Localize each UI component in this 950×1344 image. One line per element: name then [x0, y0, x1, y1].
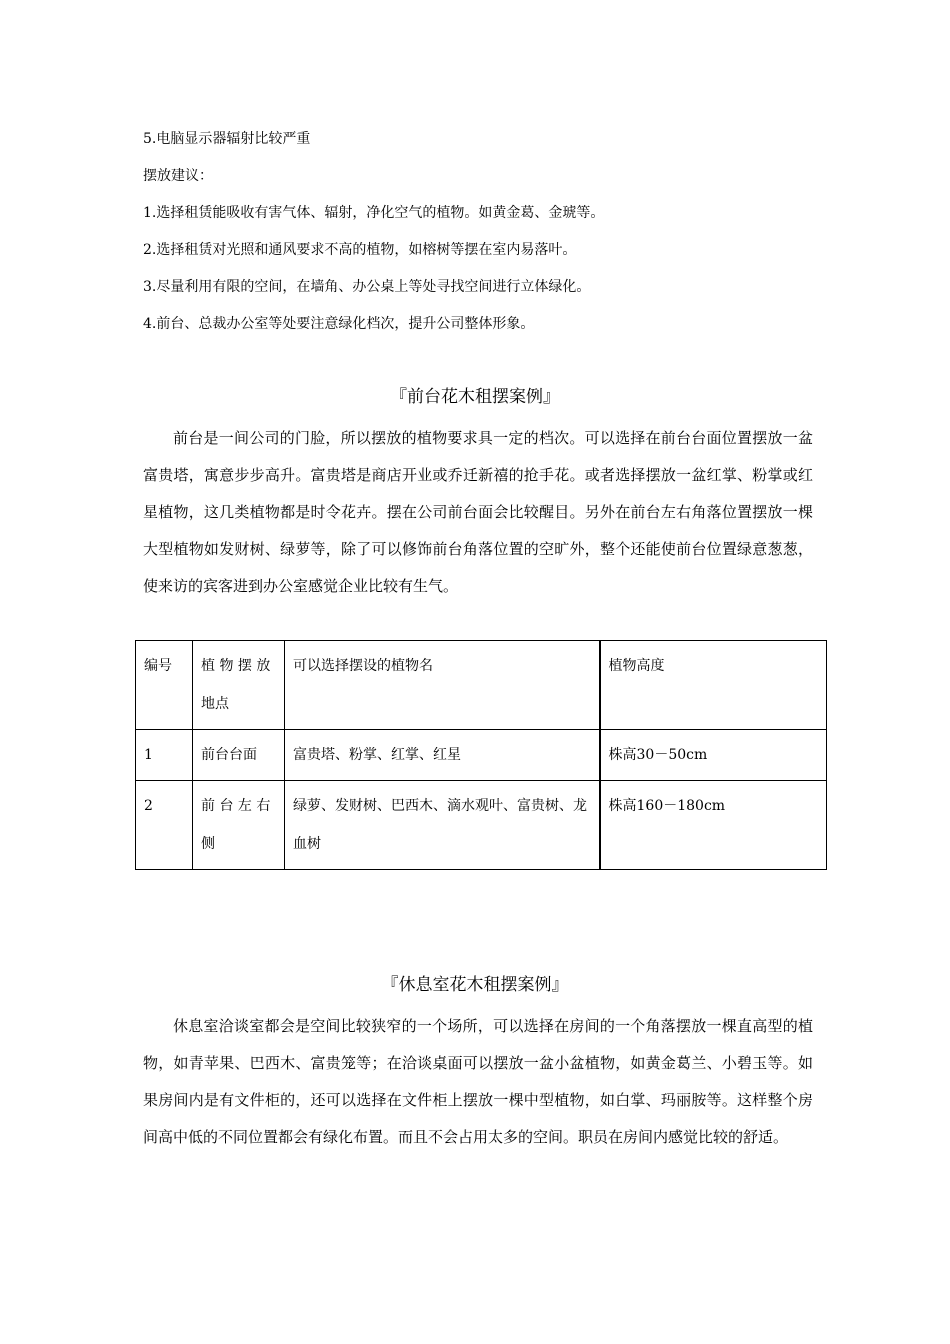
table-cell: 可以选择摆设的植物名 [285, 641, 600, 730]
table-cell: 2 [136, 781, 193, 870]
front-desk-paragraph [143, 420, 813, 605]
table-row [136, 781, 827, 870]
list-item: 3.尽量利用有限的空间，在墙角、办公桌上等处寻找空间进行立体绿化。 [143, 279, 591, 295]
table-header-row [136, 641, 827, 730]
list-item: 5.电脑显示器辐射比较严重 [143, 131, 311, 147]
table-cell: 绿萝、发财树、巴西木、滴水观叶、富贵树、龙血树 [285, 781, 600, 870]
section-heading-lounge: 『休息室花木租摆案例』 [381, 975, 569, 995]
table-row [136, 730, 827, 781]
table-cell: 编号 [136, 641, 193, 730]
table-cell: 前 台 左 右 侧 [193, 781, 285, 870]
paragraph-text: 休息室洽谈室都会是空间比较狭窄的一个场所，可以选择在房间的一个角落摆放一棵直高型的植物，如青苹果、巴西木、富贵笼等；在洽谈桌面可以摆放一盆小盆植物，如黄金葛兰、小碧玉等。如果房间内是有文件柜的，还可以选择在文件柜上摆放一棵中型植物，如白掌、玛丽胺等。这样整个房间高中低的不同位置都会有绿化布置。而且不会占用太多的空间。职员在房间内感觉比较的舒适。 [143, 1017, 813, 1146]
table-cell: 前台台面 [193, 730, 285, 781]
paragraph-text: 前台是一间公司的门脸，所以摆放的植物要求具一定的档次。可以选择在前台台面位置摆放一盆富贵塔，寓意步步高升。富贵塔是商店开业或乔迁新禧的抢手花。或者选择摆放一盆红掌、粉掌或红星植物，这几类植物都是时令花卉。摆在公司前台面会比较醒目。另外在前台左右角落位置摆放一棵大型植物如发财树、绿萝等，除了可以修饰前台角落位置的空旷外，整个还能使前台位置绿意葱葱，使来访的宾客进到办公室感觉企业比较有生气。 [143, 429, 813, 595]
table-cell: 1 [136, 730, 193, 781]
table-cell: 植物高度 [600, 641, 827, 730]
lounge-paragraph [143, 1008, 813, 1156]
list-item: 4.前台、总裁办公室等处要注意绿化档次，提升公司整体形象。 [143, 316, 535, 332]
list-item: 2.选择租赁对光照和通风要求不高的植物，如榕树等摆在室内易落叶。 [143, 242, 577, 258]
section-heading-front-desk: 『前台花木租摆案例』 [390, 387, 560, 407]
list-item: 摆放建议： [143, 168, 213, 184]
table-cell: 株高160－180cm [600, 781, 827, 870]
table-cell: 富贵塔、粉掌、红掌、红星 [285, 730, 600, 781]
list-item: 1.选择租赁能吸收有害气体、辐射，净化空气的植物。如黄金葛、金琥等。 [143, 205, 605, 221]
table-cell: 株高30－50cm [600, 730, 827, 781]
plant-table [135, 640, 827, 870]
table-cell: 植 物 摆 放 地点 [193, 641, 285, 730]
